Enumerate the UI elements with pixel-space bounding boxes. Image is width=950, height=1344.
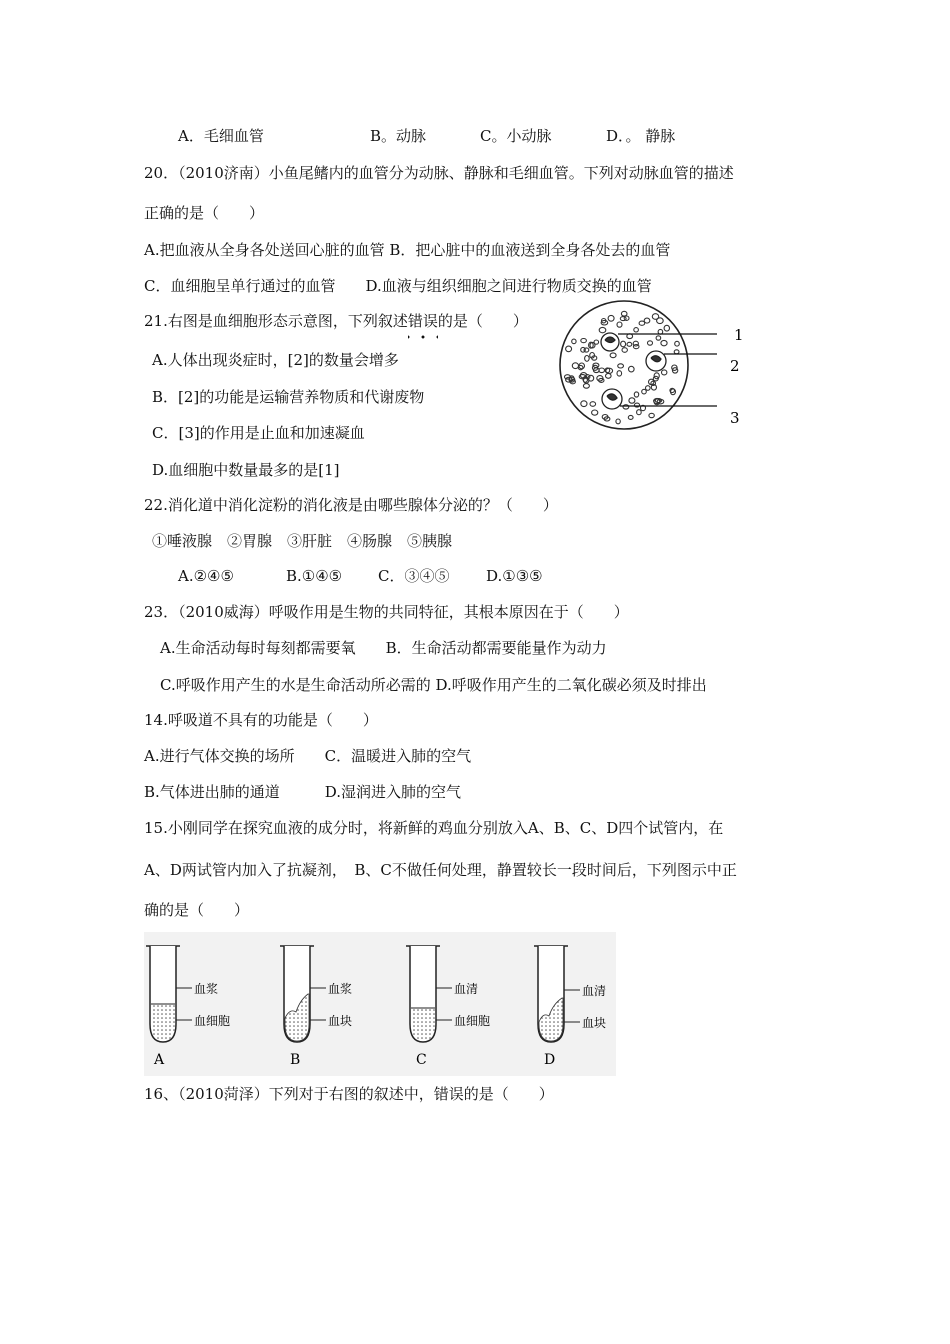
q22-option-b: B.①④⑤ <box>286 567 343 585</box>
tube-a-letter: A <box>154 1052 165 1068</box>
q19-option-d: D．。 静脉 <box>606 127 676 145</box>
q20-stem-line1: 20．（2010济南）小鱼尾鳍内的血管分为动脉、静脉和毛细血管。下列对动脉血管的描述 <box>144 164 734 182</box>
q22-stem: 22.消化道中消化淀粉的消化液是由哪些腺体分泌的？（ ） <box>144 496 558 514</box>
q21-option-b: B．[2]的功能是运输营养物质和代谢废物 <box>152 388 425 406</box>
tube-c-letter: C <box>416 1052 427 1068</box>
q14-options-bd: B.气体进出肺的通道 D.湿润进入肺的空气 <box>144 783 462 801</box>
tube-b-top-label: 血浆 <box>328 982 353 996</box>
q19-option-a: A．毛细血管 <box>178 127 264 145</box>
q21-stem-emphasis: 错误 <box>407 312 438 330</box>
q22-option-c: C．③④⑤ <box>378 567 450 585</box>
tube-a-bottom-label: 血细胞 <box>194 1014 231 1028</box>
q21-option-a: A.人体出现炎症时，[2]的数量会增多 <box>152 351 399 369</box>
q20-options-cd: C．血细胞呈单行通过的血管 D.血液与组织细胞之间进行物质交换的血管 <box>144 277 652 295</box>
q23-stem: 23．（2010威海）呼吸作用是生物的共同特征，其根本原因在于（ ） <box>144 603 629 621</box>
q21-stem-post: 的是（ ） <box>437 312 528 330</box>
q14-stem: 14.呼吸道不具有的功能是（ ） <box>144 711 378 729</box>
q22-option-a: A.②④⑤ <box>178 567 234 585</box>
q21-stem-pre: 21.右图是血细胞形态示意图，下列叙述 <box>144 312 408 330</box>
q21-stem <box>144 311 528 331</box>
q20-stem-line2: 正确的是（ ） <box>144 204 265 222</box>
q15-stem-line3: 确的是（ ） <box>144 901 250 919</box>
figure-label-1: 1 <box>734 326 744 344</box>
figure-label-2: 2 <box>730 357 740 375</box>
q16-stem: 16、（2010菏泽）下列对于右图的叙述中，错误的是（ ） <box>144 1085 554 1103</box>
tube-c-top-label: 血清 <box>454 982 479 996</box>
q19-option-b: B。动脉 <box>370 127 427 145</box>
tube-b-bottom-label: 血块 <box>328 1014 353 1028</box>
q22-gland-list: ①唾液腺 ②胃腺 ③肝脏 ④肠腺 ⑤胰腺 <box>152 532 453 550</box>
q14-options-ac: A.进行气体交换的场所 C．温暖进入肺的空气 <box>144 747 472 765</box>
tube-d-bottom-label: 血块 <box>582 1016 607 1030</box>
blood-cell-figure <box>552 298 762 438</box>
tube-a-top-label: 血浆 <box>194 982 219 996</box>
q20-options-ab: A.把血液从全身各处送回心脏的血管 B．把心脏中的血液送到全身各处去的血管 <box>144 241 671 259</box>
q21-option-c: C．[3]的作用是止血和加速凝血 <box>152 424 365 442</box>
q22-option-d: D.①③⑤ <box>486 567 543 585</box>
q23-options-cd: C.呼吸作用产生的水是生命活动所必需的 D.呼吸作用产生的二氧化碳必须及时排出 <box>160 676 707 694</box>
q15-stem-line1: 15.小刚同学在探究血液的成分时，将新鲜的鸡血分别放入A、B、C、D四个试管内，在 <box>144 819 724 837</box>
q19-option-c: C。小动脉 <box>480 127 552 145</box>
tube-d-top-label: 血清 <box>582 984 607 998</box>
q23-options-ab: A.生命活动每时每刻都需要氧 B．生命活动都需要能量作为动力 <box>160 639 607 657</box>
tube-d-letter: D <box>544 1052 556 1068</box>
tube-c-bottom-label: 血细胞 <box>454 1014 491 1028</box>
figure-label-3: 3 <box>730 409 740 427</box>
tube-b-letter: B <box>290 1052 301 1068</box>
q15-stem-line2: A、D两试管内加入了抗凝剂， B、C不做任何处理，静置较长一段时间后，下列图示中正 <box>144 861 737 879</box>
test-tubes-figure <box>144 932 616 1076</box>
q21-option-d: D.血细胞中数量最多的是[1] <box>152 461 340 479</box>
